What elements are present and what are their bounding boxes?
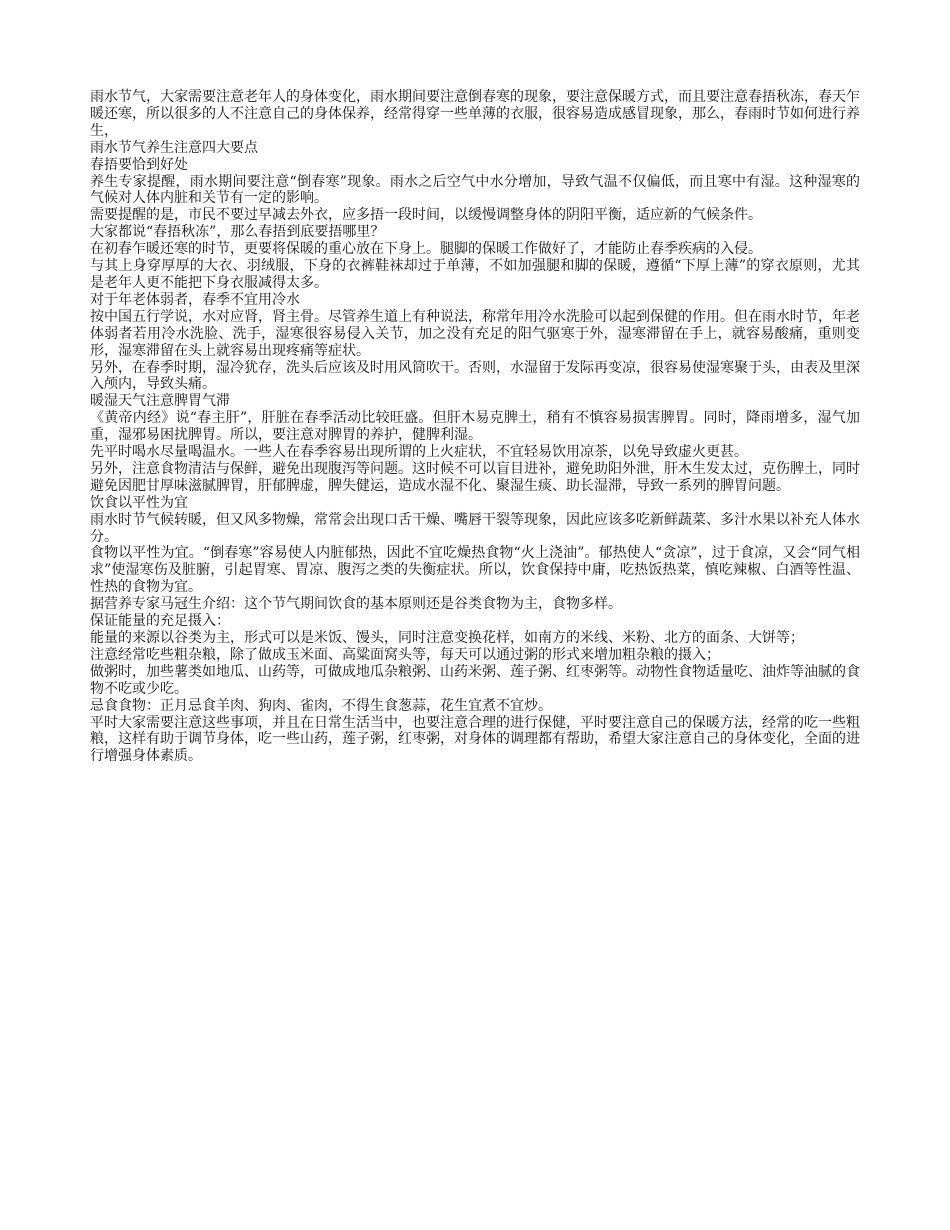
body-paragraph: 注意经常吃些粗杂粮，除了做成玉米面、高粱面窝头等，每天可以通过粥的形式来增加粗杂粮的摄入； — [90, 646, 720, 663]
body-paragraph: 在初春乍暖还寒的时节，更要将保暖的重心放在下身上。腿脚的保暖工作做好了，才能防止春季疾病的入侵。 — [90, 241, 762, 258]
body-paragraph: 能量的来源以谷类为主，形式可以是米饭、馒头，同时注意变换花样，如南方的米线、米粉、北方的面条、大饼等； — [90, 630, 804, 646]
body-paragraph: 据营养专家马冠生介绍：这个节气期间饮食的基本原则还是谷类食物为主，食物多样。 — [90, 596, 622, 613]
body-paragraph: 另外，在春季时期，湿冷犹存，洗头后应该及时用风筒吹干。否则，水湿留于发际再变凉，很容易使湿寒聚于头，由表及里深入颅内，导致头痛。 — [90, 359, 860, 393]
body-paragraph: 雨水时节气候转暖，但又风多物燥，常常会出现口舌干燥、嘴唇干裂等现象，因此应该多吃新鲜蔬菜、多汁水果以补充人体水分。 — [90, 511, 860, 545]
body-paragraph: 保证能量的充足摄入： — [90, 613, 230, 630]
article-body — [90, 89, 860, 765]
body-paragraph: 需要提醒的是，市民不要过早减去外衣，应多捂一段时间，以缓慢调整身体的阴阳平衡，适应新的气候条件。 — [90, 207, 762, 224]
subheading-cold-water: 对于年老体弱者，春季不宜用冷水 — [90, 291, 300, 308]
subheading-diet: 饮食以平性为宜 — [90, 494, 188, 511]
closing-paragraph: 平时大家需要注意这些事项，并且在日常生活当中，也要注意合理的进行保健，平时要注意自己的保暖方法，经常的吃一些粗粮，这样有助于调节身体，吃一些山药，莲子粥，红枣粥，对身体的调理都有帮助，希望大家注意自己的身体变化，全面的进行增强身体素质。 — [90, 714, 860, 765]
body-paragraph: 《黄帝内经》说“春主肝”，肝脏在春季活动比较旺盛。但肝木易克脾土，稍有不慎容易损害脾胃。同时，降雨增多，湿气加重，湿邪易困扰脾胃。所以，要注意对脾胃的养护，健脾利湿。 — [90, 410, 860, 444]
subheading-spring-cover: 春捂要恰到好处 — [90, 156, 188, 173]
intro-paragraph: 雨水节气，大家需要注意老年人的身体变化，雨水期间要注意倒春寒的现象，要注意保暖方式，而且要注意春捂秋冻，春天乍暖还寒，所以很多的人不注意自己的身体保养，经常得穿一些单薄的衣服，很容易造成感冒现象，那么，春雨时节如何进行养生， — [90, 89, 860, 139]
body-paragraph: 大家都说“春捂秋冻”，那么春捂到底要捂哪里？ — [90, 224, 385, 241]
body-paragraph: 食物以平性为宜。“倒春寒”容易使人内脏郁热，因此不宜吃燥热食物“火上浇油”。郁热使人“贪凉”，过于食凉，又会“同气相求”使湿寒伤及脏腑，引起胃寒、胃凉、腹泻之类的失衡症状。所以，饮食保持中庸，吃热饭热菜，慎吃辣椒、白酒等性温、性热的食物为宜。 — [90, 545, 860, 596]
section-heading-four-points: 雨水节气养生注意四大要点 — [90, 139, 258, 156]
body-paragraph: 忌食食物：正月忌食羊肉、狗肉、雀肉，不得生食葱蒜，花生宜煮不宜炒。 — [90, 697, 552, 714]
body-paragraph: 与其上身穿厚厚的大衣、羽绒服，下身的衣裤鞋袜却过于单薄，不如加强腿和脚的保暖，遵循“下厚上薄”的穿衣原则，尤其是老年人更不能把下身衣服减得太多。 — [90, 258, 860, 291]
subheading-spleen-stomach: 暖湿天气注意脾胃气滞 — [90, 393, 230, 410]
body-paragraph: 做粥时，加些薯类如地瓜、山药等，可做成地瓜杂粮粥、山药米粥、莲子粥、红枣粥等。动物性食物适量吃、油炸等油腻的食物不吃或少吃。 — [90, 663, 860, 697]
body-paragraph: 另外，注意食物清洁与保鲜，避免出现腹泻等问题。这时候不可以盲目进补，避免助阳外泄，肝木生发太过，克伤脾土，同时避免因肥甘厚味滋腻脾胃，肝郁脾虚，脾失健运，造成水湿不化、聚湿生痰、助长湿滞，导致一系列的脾胃问题。 — [90, 460, 860, 494]
body-paragraph: 养生专家提醒，雨水期间要注意“倒春寒”现象。雨水之后空气中水分增加，导致气温不仅偏低，而且寒中有湿。这种湿寒的气候对人体内脏和关节有一定的影响。 — [90, 173, 860, 207]
body-paragraph: 按中国五行学说，水对应肾，肾主骨。尽管养生道上有种说法，称常年用冷水洗脸可以起到保健的作用。但在雨水时节，年老体弱者若用冷水洗脸、洗手，湿寒很容易侵入关节，加之没有充足的阳气驱寒于外，湿寒滞留在手上，就容易酸痛，重则变形，湿寒滞留在头上就容易出现疼痛等症状。 — [90, 308, 860, 359]
body-paragraph: 先平时喝水尽量喝温水。一些人在春季容易出现所谓的上火症状，不宜轻易饮用凉茶，以免导致虚火更甚。 — [90, 444, 748, 461]
